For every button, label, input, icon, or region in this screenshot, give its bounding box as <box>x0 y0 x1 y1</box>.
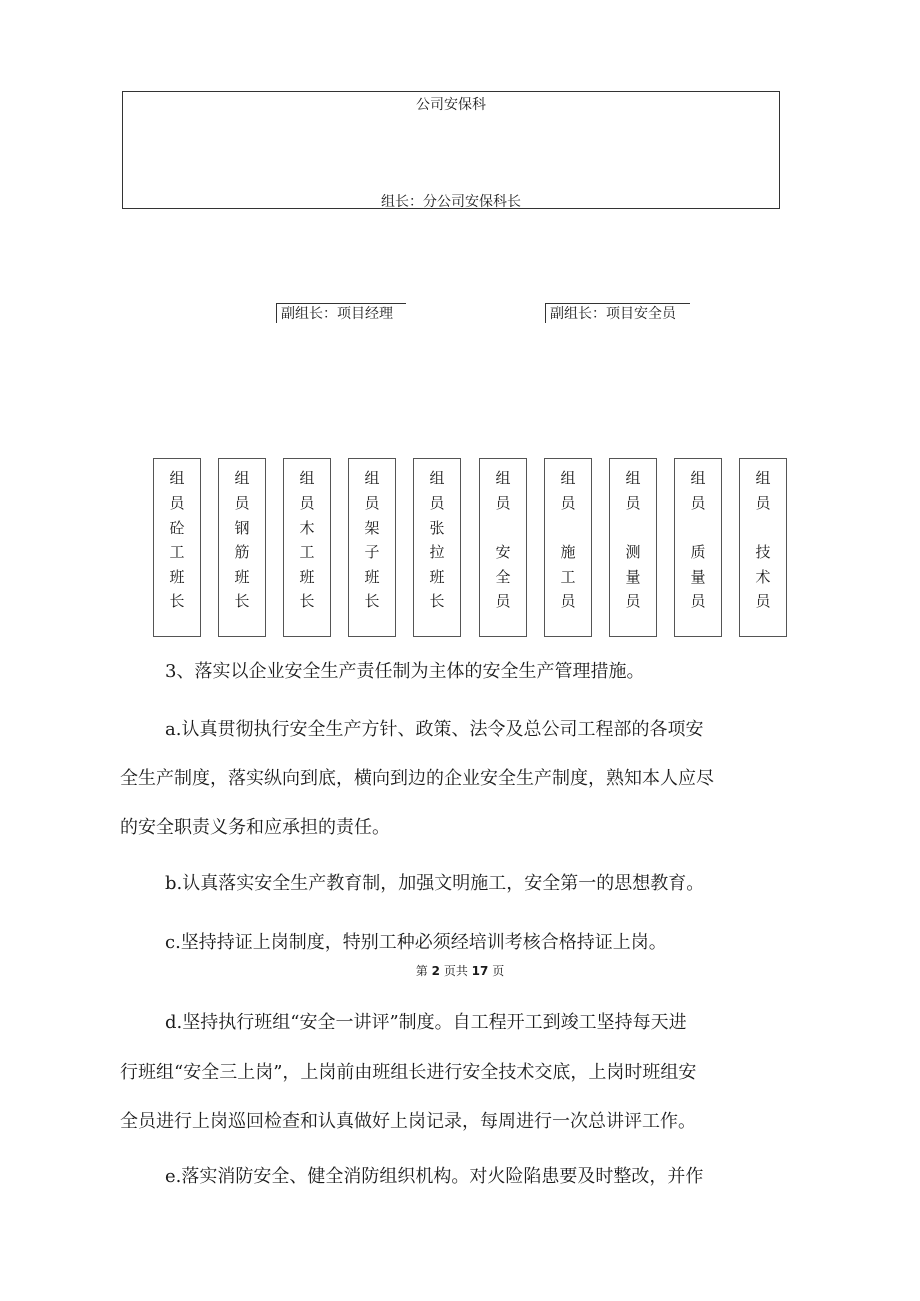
member-char: 工 <box>299 543 315 561</box>
member-char: 员 <box>495 592 511 610</box>
member-char: 员 <box>364 494 380 512</box>
member-box <box>153 458 201 637</box>
deputy-leader-project-safety: 副组长：项目安全员 <box>545 303 690 323</box>
member-char: 员 <box>429 494 445 512</box>
member-box <box>348 458 396 637</box>
member-char: 员 <box>755 592 771 610</box>
member-box <box>544 458 592 637</box>
member-char: 质 <box>690 543 706 561</box>
member-char: 架 <box>364 519 380 537</box>
member-char: 量 <box>625 568 641 586</box>
member-char: 班 <box>234 568 250 586</box>
member-box <box>413 458 461 637</box>
member-char: 员 <box>560 592 576 610</box>
member-char: 组 <box>234 469 250 487</box>
member-char: 组 <box>364 469 380 487</box>
member-char: 班 <box>169 568 185 586</box>
member-char: 班 <box>429 568 445 586</box>
paragraph-a-line-3: 的安全职责义务和应承担的责任。 <box>120 817 390 838</box>
member-char: 班 <box>299 568 315 586</box>
deputy-leader-project-manager: 副组长：项目经理 <box>276 303 406 323</box>
paragraph-c: c.坚持持证上岗制度，特别工种必须经培训考核合格持证上岗。 <box>165 932 667 953</box>
member-char: 组 <box>690 469 706 487</box>
member-box <box>739 458 787 637</box>
paragraph-d-line-3: 全员进行上岗巡回检查和认真做好上岗记录，每周进行一次总讲评工作。 <box>120 1111 696 1132</box>
paragraph-3: 3、落实以企业安全生产责任制为主体的安全生产管理措施。 <box>165 661 645 682</box>
member-box <box>674 458 722 637</box>
member-char: 组 <box>429 469 445 487</box>
member-char: 员 <box>755 494 771 512</box>
member-char: 员 <box>690 592 706 610</box>
member-char: 长 <box>299 592 315 610</box>
member-char: 长 <box>364 592 380 610</box>
member-char: 量 <box>690 568 706 586</box>
member-char: 安 <box>495 543 511 561</box>
member-char: 筋 <box>234 543 250 561</box>
member-char: 长 <box>234 592 250 610</box>
member-char: 员 <box>495 494 511 512</box>
paragraph-a-line-1: a.认真贯彻执行安全生产方针、政策、法令及总公司工程部的各项安 <box>165 719 704 740</box>
org-top-title: 公司安保科 <box>416 97 486 113</box>
paragraph-b: b.认真落实安全生产教育制，加强文明施工，安全第一的思想教育。 <box>165 873 705 894</box>
member-char: 员 <box>169 494 185 512</box>
member-char: 拉 <box>429 543 445 561</box>
member-char: 工 <box>169 543 185 561</box>
member-box <box>479 458 527 637</box>
member-char: 组 <box>169 469 185 487</box>
member-char: 组 <box>755 469 771 487</box>
footer-prefix: 第 <box>415 964 428 978</box>
page-footer <box>0 962 920 979</box>
member-char: 砼 <box>169 519 185 537</box>
member-char: 子 <box>364 543 380 561</box>
member-char: 施 <box>560 543 576 561</box>
member-box <box>283 458 331 637</box>
paragraph-d-line-1: d.坚持执行班组“安全一讲评”制度。自工程开工到竣工坚持每天进 <box>165 1012 687 1033</box>
member-box <box>609 458 657 637</box>
org-top-box <box>122 91 780 209</box>
member-char: 员 <box>299 494 315 512</box>
member-char: 钢 <box>234 519 250 537</box>
member-char: 员 <box>625 592 641 610</box>
member-char: 木 <box>299 519 315 537</box>
member-char: 张 <box>429 519 445 537</box>
member-char: 组 <box>625 469 641 487</box>
member-char: 组 <box>495 469 511 487</box>
member-char: 测 <box>625 543 641 561</box>
member-char: 全 <box>495 568 511 586</box>
paragraph-d-line-2: 行班组“安全三上岗”，上岗前由班组长进行安全技术交底，上岗时班组安 <box>120 1062 697 1083</box>
member-char: 技 <box>755 543 771 561</box>
member-char: 员 <box>560 494 576 512</box>
paragraph-e: e.落实消防安全、健全消防组织机构。对火险陷患要及时整改，并作 <box>165 1166 704 1187</box>
footer-suffix: 页 <box>492 964 505 978</box>
footer-page-number: 2 <box>431 964 440 978</box>
member-char: 长 <box>169 592 185 610</box>
member-char: 员 <box>625 494 641 512</box>
member-char: 工 <box>560 568 576 586</box>
member-char: 组 <box>560 469 576 487</box>
org-top-leader: 组长：分公司安保科长 <box>381 194 521 210</box>
paragraph-a-line-2: 全生产制度，落实纵向到底，横向到边的企业安全生产制度，熟知本人应尽 <box>120 768 714 789</box>
member-box <box>218 458 266 637</box>
member-char: 组 <box>299 469 315 487</box>
member-char: 员 <box>234 494 250 512</box>
member-char: 术 <box>755 568 771 586</box>
member-char: 班 <box>364 568 380 586</box>
member-char: 长 <box>429 592 445 610</box>
member-char: 员 <box>690 494 706 512</box>
footer-total-pages: 17 <box>471 964 489 978</box>
footer-middle: 页共 <box>443 964 468 978</box>
